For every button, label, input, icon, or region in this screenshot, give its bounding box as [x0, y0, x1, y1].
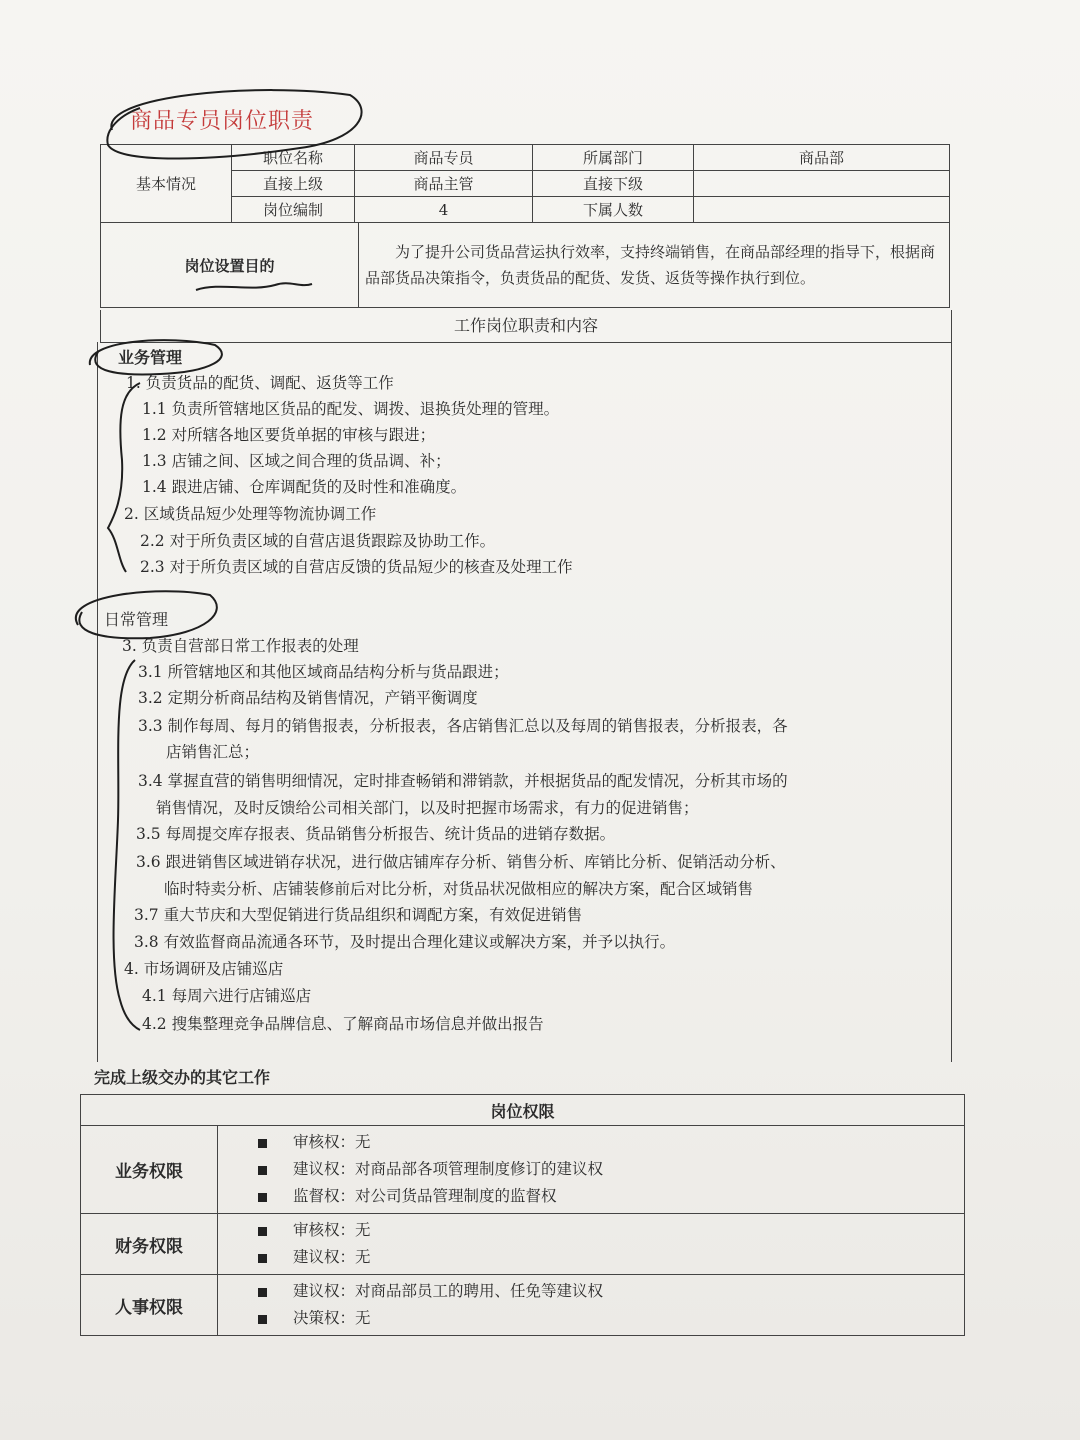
duty-line: 1. 负责货品的配货、调配、返货等工作	[126, 374, 394, 392]
cell-supervisor: 商品主管	[355, 171, 533, 197]
duty-line: 1.4 跟进店铺、仓库调配货的及时性和准确度。	[142, 478, 467, 496]
cell-department: 商品部	[694, 145, 950, 171]
daily-circle-mark	[76, 591, 217, 638]
daily-bracket-mark	[114, 660, 140, 1030]
basic-info-label: 基本情况	[101, 145, 232, 223]
authority-header: 岗位权限	[81, 1095, 965, 1126]
authority-business-label: 业务权限	[81, 1126, 218, 1214]
cell-headcount-label: 岗位编制	[232, 197, 355, 223]
duty-line: 2. 区域货品短少处理等物流协调工作	[124, 505, 377, 523]
cell-position-name-label: 职位名称	[232, 145, 355, 171]
purpose-underline-mark	[196, 283, 312, 290]
cell-department-label: 所属部门	[533, 145, 694, 171]
authority-item: 建议权：对商品部员工的聘用、任免等建议权	[293, 1282, 604, 1300]
purpose-label: 岗位设置目的	[101, 223, 359, 308]
duty-line: 3. 负责自营部日常工作报表的处理	[122, 637, 359, 655]
authority-finance-label: 财务权限	[81, 1214, 218, 1275]
duty-line: 临时特卖分析、店铺装修前后对比分析，对货品状况做相应的解决方案，配合区域销售	[164, 880, 754, 898]
page-title: 商品专员岗位职责	[130, 109, 315, 134]
duty-line: 4.2 搜集整理竞争品牌信息、了解商品市场信息并做出报告	[142, 1015, 544, 1033]
duty-line: 3.8 有效监督商品流通各环节，及时提出合理化建议或解决方案，并予以执行。	[134, 933, 676, 951]
cell-supervisor-label: 直接上级	[232, 171, 355, 197]
authority-item: 决策权：无	[293, 1309, 371, 1327]
authority-item: 监督权：对公司货品管理制度的监督权	[293, 1187, 557, 1205]
duty-line: 4. 市场调研及店铺巡店	[124, 960, 284, 978]
cell-subordinate-label: 直接下级	[533, 171, 694, 197]
cell-reports-label: 下属人数	[533, 197, 694, 223]
duty-line: 1.3 店铺之间、区域之间合理的货品调、补；	[142, 452, 451, 470]
duty-line: 店销售汇总；	[166, 743, 260, 761]
duty-line: 2.2 对于所负责区域的自营店退货跟踪及协助工作。	[140, 532, 496, 550]
cell-headcount: 4	[355, 197, 533, 223]
duty-line: 3.2 定期分析商品结构及销售情况，产销平衡调度	[138, 689, 478, 707]
business-bracket-mark	[108, 383, 140, 572]
duty-line: 1.1 负责所管辖地区货品的配发、调拨、退换货处理的管理。	[142, 400, 560, 418]
duty-line: 3.7 重大节庆和大型促销进行货品组织和调配方案，有效促进销售	[134, 906, 583, 924]
duty-line: 3.3 制作每周、每月的销售报表，分析报表，各店销售汇总以及每周的销售报表，分析报表，各	[138, 717, 788, 735]
authority-item: 审核权：无	[293, 1221, 371, 1239]
title-circle-mark	[107, 90, 361, 158]
daily-group-label: 日常管理	[104, 610, 169, 629]
authority-item: 建议权：对商品部各项管理制度修订的建议权	[293, 1160, 604, 1178]
business-group-label: 业务管理	[118, 348, 183, 367]
other-work-label: 完成上级交办的其它工作	[94, 1068, 271, 1087]
business-circle-mark	[90, 340, 222, 374]
duty-line: 4.1 每周六进行店铺巡店	[142, 987, 312, 1005]
duty-line: 1.2 对所辖各地区要货单据的审核与跟进；	[142, 426, 436, 444]
purpose-text: 为了提升公司货品营运执行效率，支持终端销售，在商品部经理的指导下，根据商品部货品决策指令，负责货品的配货、发货、返货等操作执行到位。	[359, 223, 950, 308]
cell-position-name: 商品专员	[355, 145, 533, 171]
duty-line: 2.3 对于所负责区域的自营店反馈的货品短少的核查及处理工作	[140, 558, 573, 576]
duty-line: 3.5 每周提交库存报表、货品销售分析报告、统计货品的进销存数据。	[136, 825, 616, 843]
duty-line: 3.4 掌握直营的销售明细情况，定时排查畅销和滞销款，并根据货品的配发情况，分析其市场的	[138, 772, 788, 790]
duty-line: 销售情况，及时反馈给公司相关部门，以及时把握市场需求，有力的促进销售；	[156, 799, 699, 817]
authority-personnel-label: 人事权限	[81, 1275, 218, 1336]
duties-header: 工作岗位职责和内容	[100, 310, 952, 343]
authority-item: 建议权：无	[293, 1248, 371, 1266]
duty-line: 3.1 所管辖地区和其他区域商品结构分析与货品跟进；	[138, 663, 509, 681]
duty-line: 3.6 跟进销售区域进销存状况，进行做店铺库存分析、销售分析、库销比分析、促销活动分析、	[136, 853, 786, 871]
authority-item: 审核权：无	[293, 1133, 371, 1151]
